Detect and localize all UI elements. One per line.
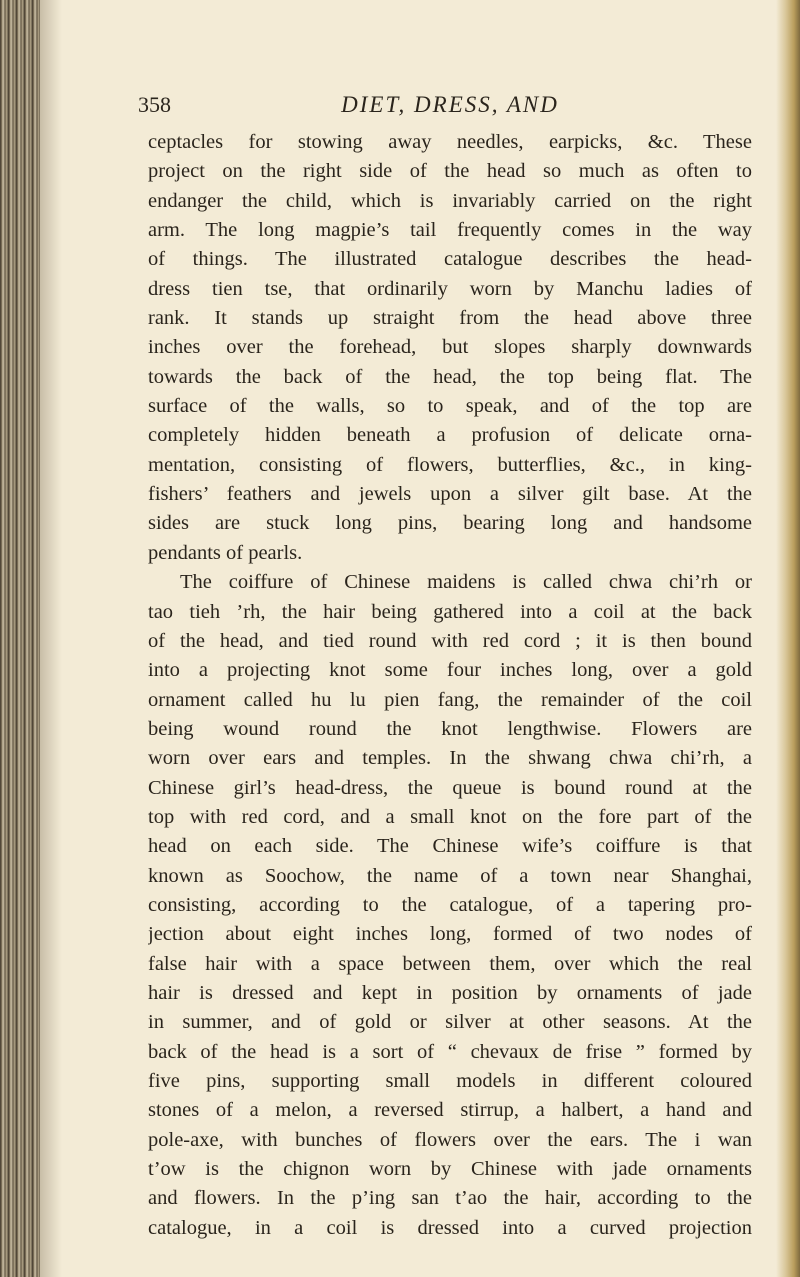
text-line: ornament called hu lu pien fang, the remainder of the coil — [148, 688, 752, 711]
text-line: hair is dressed and kept in position by ornaments of jade — [148, 981, 752, 1004]
page-number: 358 — [138, 92, 171, 117]
text-line: rank. It stands up straight from the head above three — [148, 307, 752, 330]
text-line: fishers’ feathers and jewels upon a silver gilt base. At the — [148, 483, 752, 506]
text-line: completely hidden beneath a profusion of delicate orna- — [148, 424, 752, 447]
running-title: DIET, DRESS, AND — [341, 92, 559, 117]
text-line: Chinese girl’s head-dress, the queue is bound round at the — [148, 776, 752, 799]
text-line: inches over the forehead, but slopes sharply downwards — [148, 336, 752, 359]
text-line: endanger the child, which is invariably carried on the right — [148, 189, 752, 212]
text-line: and flowers. In the p’ing san t’ao the hair, according to the — [148, 1187, 752, 1210]
text-line: into a projecting knot some four inches long, over a gold — [148, 659, 752, 682]
text-line: of things. The illustrated catalogue describes the head- — [148, 248, 752, 271]
text-line: catalogue, in a coil is dressed into a curved projection — [148, 1216, 752, 1239]
text-line: of the head, and tied round with red cord ; it is then bound — [148, 629, 752, 652]
text-line: jection about eight inches long, formed of two nodes of — [148, 923, 752, 946]
text-line: surface of the walls, so to speak, and of the top are — [148, 395, 752, 418]
text-line: dress tien tse, that ordinarily worn by Manchu ladies of — [148, 277, 752, 300]
page-header — [130, 92, 740, 124]
text-line: t’ow is the chignon worn by Chinese with jade ornaments — [148, 1158, 752, 1181]
text-line: false hair with a space between them, over which the real — [148, 952, 752, 975]
gutter-shadow — [40, 0, 62, 1277]
text-line: arm. The long magpie’s tail frequently comes in the way — [148, 219, 752, 242]
text-line: head on each side. The Chinese wife’s coiffure is that — [148, 835, 752, 858]
text-line: stones of a melon, a reversed stirrup, a halbert, a hand and — [148, 1099, 752, 1122]
text-line: mentation, consisting of flowers, butterflies, &c., in king- — [148, 453, 752, 476]
text-line: towards the back of the head, the top being flat. The — [148, 365, 752, 388]
text-line: known as Soochow, the name of a town near Shanghai, — [148, 864, 752, 887]
text-line: pendants of pearls. — [148, 541, 303, 564]
body-text — [148, 128, 752, 1243]
text-line: The coiffure of Chinese maidens is called chwa chi’rh or — [180, 571, 752, 594]
text-line: sides are stuck long pins, bearing long and handsome — [148, 512, 752, 535]
book-binding-gutter — [0, 0, 40, 1277]
text-line: five pins, supporting small models in different coloured — [148, 1070, 752, 1092]
text-line: back of the head is a sort of “ chevaux de frise ” formed by — [148, 1040, 752, 1063]
text-line: ceptacles for stowing away needles, earpicks, &c. These — [148, 131, 752, 153]
text-line: in summer, and of gold or silver at other seasons. At the — [148, 1011, 752, 1034]
text-line: being wound round the knot lengthwise. Flowers are — [148, 717, 752, 740]
text-line: pole-axe, with bunches of flowers over the ears. The i wan — [148, 1128, 752, 1151]
text-line: tao tieh ’rh, the hair being gathered into a coil at the back — [148, 600, 752, 623]
text-line: project on the right side of the head so much as often to — [148, 160, 752, 183]
text-line: consisting, according to the catalogue, of a tapering pro- — [148, 893, 752, 916]
text-line: top with red cord, and a small knot on the fore part of the — [148, 805, 752, 828]
page-edge — [776, 0, 800, 1277]
text-line: worn over ears and temples. In the shwang chwa chi’rh, a — [148, 747, 752, 770]
